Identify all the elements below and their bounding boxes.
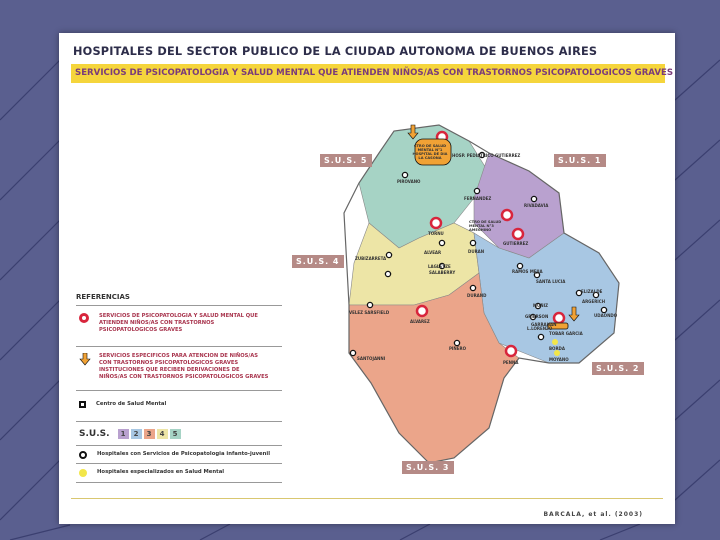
label-durand: DURAND: [467, 293, 487, 298]
legend-divider: [76, 390, 282, 391]
label-rivadavia: RIVADAVIA: [524, 203, 549, 208]
legend-item-ring: [79, 313, 269, 334]
legend-item-hospital: [79, 451, 270, 459]
label-alvear: ALVEAR: [424, 250, 442, 255]
hospital-ring-marker: [513, 229, 523, 239]
legend-item5-text: Hospitales con Servicios de Psicopatologia infanto-juvenil: [97, 451, 271, 457]
label-tiburcio: TOBAR GARCIA: [549, 331, 583, 336]
label-muniz: MUÑIZ: [533, 303, 548, 308]
label-centro3: CTRO DE SALUD MENTAL N°3 AMEGHINO: [469, 220, 502, 232]
label-ludena: SANTA LUCIA: [536, 279, 566, 284]
specialized-hospital-marker: [552, 339, 558, 345]
label-lorenzo: L.LORENZO: [527, 326, 553, 331]
sus4-badge: S.U.S. 4: [292, 255, 344, 268]
legend-sus-row: [79, 429, 183, 439]
label-salaberry: SALABERRY: [429, 270, 456, 275]
square-icon: [79, 401, 86, 408]
hospital-marker: [454, 340, 459, 345]
hospital-marker: [385, 271, 390, 276]
label-garrahan: GARRAHAN: [531, 322, 557, 327]
label-tornu: TORNU: [428, 231, 444, 236]
label-gutierrez: GUTIERREZ: [503, 241, 529, 246]
hospital-marker: [470, 240, 475, 245]
slide: [59, 33, 675, 524]
label-argerich: ARGERICH: [582, 299, 606, 304]
sus1-badge: S.U.S. 1: [554, 154, 606, 167]
label-zubizarreta: ZUBIZARRETA: [355, 256, 387, 261]
sus-box-2: 2: [131, 429, 142, 439]
label-ameghino: CTRO DE SALUD MENTAL N°1 HOSPITAL DE DIA LA CASONA: [412, 144, 448, 160]
hospital-marker: [350, 350, 355, 355]
page-title: HOSPITALES DEL SECTOR PUBLICO DE LA CIUDAD AUTONOMA DE BUENOS AIRES: [73, 45, 598, 58]
legend-item6-text: Hospitales especializados en Salud Mental: [97, 469, 225, 475]
hospital-marker: [386, 252, 391, 257]
sus5-badge: S.U.S. 5: [320, 154, 372, 167]
hospital-icon: [79, 451, 87, 459]
legend-divider: [76, 305, 282, 306]
legend-item3-text: INSTITUCIONES QUE RECIBEN DERIVACIONES DE NIÑOS/AS CON TRASTORNOS PSICOPATOLOGICOS GRAVES: [99, 367, 269, 380]
hospital-marker: [439, 240, 444, 245]
label-moyano: MOYANO: [549, 357, 569, 362]
label-udaondo: UDAONDO: [594, 313, 618, 318]
legend-divider: [76, 482, 282, 483]
legend-divider: [76, 421, 282, 422]
label-penna: PENNA: [503, 360, 519, 365]
hospital-ring-marker: [417, 306, 427, 316]
hospital-marker: [531, 196, 536, 201]
hospital-marker: [538, 334, 543, 339]
sus-box-1: 1: [118, 429, 129, 439]
legend-divider: [76, 445, 282, 446]
legend-heading: REFERENCIAS: [76, 293, 130, 301]
source-credit: BARCALA, et al. (2003): [543, 511, 643, 518]
hospital-marker: [367, 302, 372, 307]
hospital-marker: [402, 172, 407, 177]
legend-item4-text: Centro de Salud Mental: [96, 401, 167, 407]
bottom-rule: [71, 498, 663, 499]
label-borda: BORDA: [549, 346, 565, 351]
legend-divider: [76, 463, 282, 464]
hospital-marker: [470, 285, 475, 290]
sus-label: S.U.S.: [79, 429, 110, 439]
label-ramos: RAMOS MEJIA: [512, 269, 543, 274]
label-tobar: HOSP. PEDIATRICO GUTIERREZ: [452, 153, 521, 158]
label-alvarez: ALVAREZ: [410, 319, 430, 324]
legend-item2-text: SERVICIOS ESPECIFICOS PARA ATENCION DE NIÑOS/AS CON TRASTORNOS PSICOPATOLOGICOS GRAVES: [99, 353, 259, 366]
label-santojanni: SANTOJANNI: [357, 356, 386, 361]
hospital-ring-marker: [506, 346, 516, 356]
sus-box-4: 4: [157, 429, 168, 439]
hospital-marker: [474, 188, 479, 193]
label-elizalde: ELIZALDE: [581, 289, 603, 294]
hospital-ring-marker: [431, 218, 441, 228]
specialized-icon: [79, 469, 87, 477]
sus-box-5: 5: [170, 429, 181, 439]
legend-divider: [76, 346, 282, 347]
hospital-marker: [517, 263, 522, 268]
label-fernandez: FERNANDEZ: [464, 196, 492, 201]
label-lagleyze: LAGLEYZE: [428, 264, 451, 269]
label-duran: DURAN: [468, 249, 485, 254]
label-pinero: PIÑERO: [449, 346, 466, 351]
ring-icon: [79, 313, 89, 323]
legend-item-square: [79, 401, 166, 408]
legend-item1-text: SERVICIOS DE PSICOPATOLOGIA Y SALUD MENTAL QUE ATIENDEN NIÑOS/AS CON TRASTORNOS PSICOPATOLOGICOS GRAVES: [99, 313, 258, 333]
legend-item-arrow: [79, 353, 269, 381]
hospital-ring-marker: [502, 210, 512, 220]
sus3-badge: S.U.S. 3: [402, 461, 454, 474]
sus2-badge: S.U.S. 2: [592, 362, 644, 375]
page-subtitle: SERVICIOS DE PSICOPATOLOGIA Y SALUD MENTAL QUE ATIENDEN NIÑOS/AS CON TRASTORNOS PSICOPATOLOGICOS GRAVES: [75, 68, 674, 78]
hospital-marker: [601, 307, 606, 312]
label-grierson: GRIERSON: [525, 314, 549, 319]
label-velez: VELEZ SARSFIELD: [349, 310, 390, 315]
legend-item-specialized: [79, 469, 224, 477]
label-pirovano: PIROVANO: [397, 179, 421, 184]
sus-box-3: 3: [144, 429, 155, 439]
